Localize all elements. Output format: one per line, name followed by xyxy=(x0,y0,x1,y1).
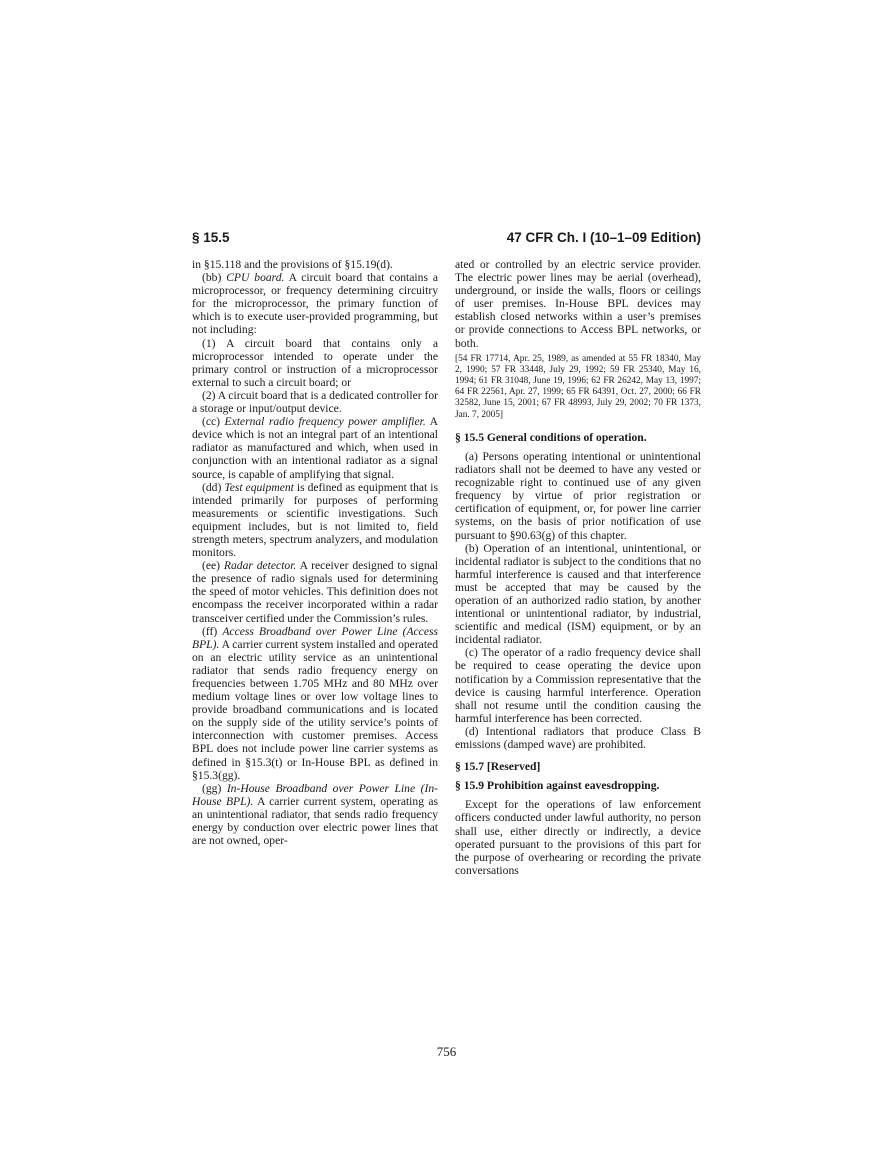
section-heading-15-7: § 15.7 [Reserved] xyxy=(455,760,541,774)
term-radar-detector: Radar detector. xyxy=(223,559,297,573)
section-15-5-c: (c) The operator of a radio frequency device shall be required to cease operating the device upon notification by a Commission representative that the device is causing harmful interference. Operation shall not resume until the condition causing the harmful interference has been corrected. xyxy=(455,646,701,725)
section-heading-15-9: § 15.9 Prohibition against eavesdropping. xyxy=(455,779,660,793)
definition-gg-continued: ated or controlled by an electric service provider. The electric power lines may be aerial (overhead), underground, or inside the walls, floors or ceilings of user premises. In-House BPL devices may establish closed networks within a user’s premises or provide connections to Access BPL networks, or both. xyxy=(455,258,701,350)
term-cpu-board: CPU board. xyxy=(226,271,285,285)
source-citation: [54 FR 17714, Apr. 25, 1989, as amended at 55 FR 18340, May 2, 1990; 57 FR 33448, July 29, 1992; 59 FR 25340, May 16, 1994; 61 FR 31048, June 19, 1996; 62 FR 26242, May 13, 1997; 64 FR 22561, Apr. 27, 1999; 65 FR 64391, Oct. 27, 2000; 66 FR 32582, June 15, 2001; 67 FR 48993, July 29, 2002; 70 FR 1373, Jan. 7, 2005] xyxy=(455,353,701,420)
paragraph-continuation: in §15.118 and the provisions of §15.19(d). xyxy=(192,258,393,271)
term-in-house-bpl: In-House Broadband over Power Line (In-House BPL). xyxy=(192,781,438,808)
section-heading-15-5: § 15.5 General conditions of operation. xyxy=(455,430,647,444)
definition-bb: (bb) CPU board. A circuit board that contains a microprocessor, or frequency determining circuitry for the microprocessor, the primary function of which is to execute user-provided programming, but not including: xyxy=(192,271,438,337)
header-section-ref: § 15.5 xyxy=(192,230,230,245)
left-column xyxy=(192,258,438,847)
term-access-bpl: Access Broadband over Power Line (Access BPL). xyxy=(192,624,438,651)
definition-cc: (cc) External radio frequency power amplifier. A device which is not an integral part of an intentional radiator as manufactured and which, when used in conjunction with an intentional radiator as a signal source, is capable of amplifying that signal. xyxy=(192,415,438,481)
header-title: 47 CFR Ch. I (10–1–09 Edition) xyxy=(506,230,701,245)
definition-gg: (gg) In-House Broadband over Power Line (In-House BPL). A carrier current system, operating as an unintentional radiator, that sends radio frequency energy by conduction over electric power lines that are not owned, oper- xyxy=(192,781,438,848)
page-number: 756 xyxy=(436,1044,457,1059)
definition-bb-2: (2) A circuit board that is a dedicated controller for a storage or input/output device. xyxy=(192,388,438,416)
right-column xyxy=(455,258,701,877)
definition-ff: (ff) Access Broadband over Power Line (Access BPL). A carrier current system installed and operated on an electric utility service as an unintentional radiator that sends radio frequency energy on frequencies between 1.705 MHz and 80 MHz over medium voltage lines or over low voltage lines to provide broadband communications and is located on the supply side of the utility service’s points of interconnection with customer premises. Access BPL does not include power line carrier systems as defined in §15.3(t) or In-House BPL as defined in §15.3(gg). xyxy=(192,624,438,782)
section-15-5-d: (d) Intentional radiators that produce Class B emissions (damped wave) are prohibited. xyxy=(455,724,701,752)
section-15-5-b: (b) Operation of an intentional, unintentional, or incidental radiator is subject to the conditions that no harmful interference is caused and that interference must be accepted that may be caused by the operation of an authorized radio station, by another intentional or unintentional radiator, by industrial, scientific and medical (ISM) equipment, or by an incidental radiator. xyxy=(455,541,701,647)
definition-bb-1: (1) A circuit board that contains only a microprocessor intended to operate under the primary control or instruction of a microprocessor external to such a circuit board; or xyxy=(192,336,438,389)
term-test-equipment: Test equipment xyxy=(224,480,294,494)
definition-dd: (dd) Test equipment is defined as equipment that is intended primarily for purposes of performing measurements or scientific investigations. Such equipment includes, but is not limited to, field strength meters, spectrum analyzers, and modulation monitors. xyxy=(192,480,438,560)
section-15-5-a: (a) Persons operating intentional or unintentional radiators shall not be deemed to have any vested or recognizable right to continued use of any given frequency by virtue of prior registration or certification of equipment, or, for power line carrier systems, on the basis of prior notification of use pursuant to §90.63(g) of this chapter. xyxy=(455,449,701,542)
running-header xyxy=(192,230,701,248)
section-15-9-text: Except for the operations of law enforcement officers conducted under lawful authority, no person shall use, either directly or indirectly, a device operated pursuant to the provisions of this part for the purpose of overhearing or recording the private conversations xyxy=(455,798,701,877)
definition-ee: (ee) Radar detector. A receiver designed to signal the presence of radio signals used for determining the speed of motor vehicles. This definition does not encompass the receiver incorporated within a radar transceiver certified under the Commission’s rules. xyxy=(192,559,438,625)
term-external-rf-amplifier: External radio frequency power amplifier. xyxy=(224,415,426,429)
